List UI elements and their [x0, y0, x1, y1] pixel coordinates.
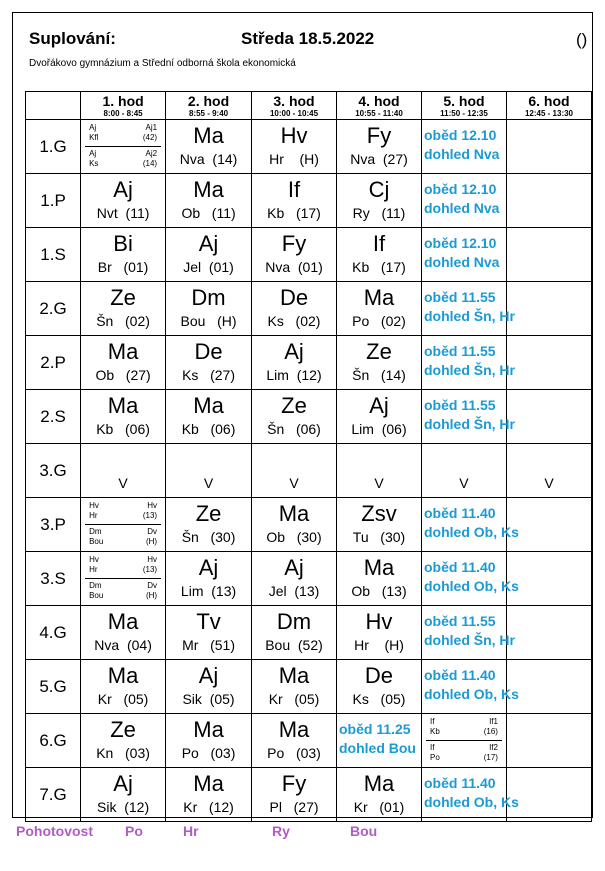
lesson-cell: [81, 174, 166, 228]
split-divider: [85, 146, 161, 147]
subject: Dm: [191, 285, 226, 310]
subject: Ma: [278, 501, 310, 526]
group-room: (42): [142, 133, 158, 142]
lesson-cell: [252, 714, 337, 768]
lesson-cell: [337, 552, 422, 606]
empty-cell: [506, 714, 591, 768]
teacher-room: Kn (03): [96, 745, 150, 761]
lunch-supervisor: dohled Nva: [423, 200, 500, 216]
table-row: [26, 282, 592, 336]
lunch-supervisor: dohled Ob, Ks: [423, 794, 519, 810]
group-name: Dv: [147, 527, 158, 536]
period-header: 2. hod 8:55 - 9:40: [166, 92, 252, 120]
teacher-room: Šn (02): [96, 313, 150, 329]
group-name: Aj2: [145, 149, 158, 158]
subject: Aj: [198, 231, 219, 256]
class-label: 5.G: [26, 660, 81, 714]
class-label: 1.G: [26, 120, 81, 174]
lunch-supervisor: dohled Šn, Hr: [423, 308, 515, 324]
lunch-cell: [421, 390, 515, 444]
lunch-time: oběd 12.10: [423, 127, 497, 143]
lunch-time: oběd 11.40: [423, 559, 496, 575]
subject: Aj: [198, 663, 219, 688]
lunch-time: oběd 11.40: [423, 667, 496, 683]
standby-teacher: Ry: [272, 823, 290, 839]
teacher-room: Kr (12): [183, 799, 234, 815]
group-room: (H): [145, 537, 158, 546]
group-name: Hv: [147, 555, 158, 564]
teacher-room: Kr (05): [97, 691, 149, 707]
split-divider: [85, 578, 161, 579]
lesson-cell: [166, 498, 252, 552]
teacher-room: Po (03): [267, 745, 321, 761]
class-label: 6.G: [26, 714, 81, 768]
teacher-room: Jel (13): [268, 583, 320, 599]
group-teacher: Bou: [89, 591, 104, 600]
teacher-room: Bou (52): [265, 637, 323, 653]
table-row: [26, 444, 592, 498]
header-row: [26, 92, 592, 120]
subject: De: [194, 339, 223, 364]
teacher-room: Po (03): [181, 745, 236, 761]
subject: Ze: [281, 393, 307, 418]
lunch-note: [424, 396, 556, 434]
lunch-cell: [421, 174, 506, 228]
header-paren: (): [576, 30, 588, 49]
class-label: 2.P: [26, 336, 81, 390]
subject: Fy: [366, 123, 392, 148]
group-subject: If: [429, 717, 435, 726]
group-subject: Dm: [89, 581, 102, 590]
lesson-cell: [337, 498, 422, 552]
table-row: [26, 120, 592, 174]
group-room: (17): [483, 753, 498, 762]
teacher-room: Ob (27): [95, 367, 151, 383]
teacher-room: Lim (13): [180, 583, 237, 599]
lunch-time: oběd 11.40: [423, 505, 496, 521]
lunch-note: [424, 288, 556, 326]
lunch-time: oběd 11.55: [423, 613, 496, 629]
group-teacher: Bou: [89, 537, 104, 546]
subject: Ma: [193, 123, 224, 148]
lesson-cell: [337, 120, 422, 174]
lunch-note: [339, 720, 471, 758]
lunch-time: oběd 12.10: [423, 235, 497, 251]
subject: If: [372, 231, 386, 256]
subject: Ma: [107, 609, 139, 634]
lesson-cell: [166, 228, 252, 282]
lesson-cell: [81, 606, 166, 660]
teacher-room: Ks (05): [352, 691, 406, 707]
group-name: Hv: [147, 501, 158, 510]
lunch-time: oběd 12.10: [423, 181, 497, 197]
lunch-note: [424, 180, 556, 218]
class-label: 3.S: [26, 552, 81, 606]
subject: Ma: [107, 339, 139, 364]
table-body: [26, 120, 592, 822]
period-header: 6. hod 12:45 - 13:30: [506, 92, 591, 120]
lesson-cell: [337, 660, 422, 714]
lesson-cell: [252, 768, 337, 822]
lesson-cell: [81, 714, 166, 768]
table-row: [26, 498, 592, 552]
group-name: Dv: [147, 581, 158, 590]
lesson-cell: [337, 768, 422, 822]
teacher-room: Ob (13): [351, 583, 407, 599]
subject: Aj: [113, 177, 133, 202]
teacher-room: Ob (30): [266, 529, 322, 545]
lesson-cell: [166, 120, 252, 174]
lunch-supervisor: dohled Nva: [423, 146, 500, 162]
lesson-cell: [166, 552, 252, 606]
lunch-supervisor: dohled Nva: [423, 254, 500, 270]
lesson-cell: [81, 660, 166, 714]
lesson-cell: [337, 282, 422, 336]
teacher-room: Šn (30): [181, 529, 236, 545]
group-subject: Hv: [89, 555, 99, 564]
lesson-cell: [337, 336, 422, 390]
subject: Hv: [280, 123, 308, 148]
lunch-supervisor: dohled Šn, Hr: [423, 362, 515, 378]
split-divider: [85, 524, 161, 525]
lunch-cell: [421, 606, 515, 660]
group-room: (16): [483, 727, 498, 736]
teacher-room: Lim (12): [266, 367, 322, 383]
subject: De: [364, 663, 394, 688]
teacher-room: Kb (06): [96, 421, 150, 437]
subject: Bi: [113, 231, 133, 256]
teacher-room: Hr (H): [354, 637, 404, 653]
lunch-cell: [421, 282, 515, 336]
teacher-room: Bou (H): [180, 313, 237, 329]
lesson-cell: [252, 606, 337, 660]
lunch-supervisor: dohled Šn, Hr: [423, 632, 515, 648]
lesson-cell: [81, 390, 166, 444]
teacher-room: Lim (06): [351, 421, 407, 437]
free-cell: [337, 444, 422, 498]
lunch-note: [424, 558, 556, 596]
timetable-sheet: [12, 12, 593, 818]
group-teacher: Kb: [429, 727, 440, 736]
table-row: [26, 552, 592, 606]
lunch-supervisor: dohled Ob, Ks: [423, 524, 519, 540]
class-label: 7.G: [26, 768, 81, 822]
teacher-room: Kr (01): [353, 799, 405, 815]
subject: Fy: [281, 231, 307, 256]
lunch-time: oběd 11.55: [423, 289, 496, 305]
lesson-cell: [166, 714, 252, 768]
table-row: [26, 606, 592, 660]
lunch-cell: [421, 660, 519, 714]
lunch-time: oběd 11.55: [423, 343, 496, 359]
lunch-note: [424, 774, 556, 812]
group-room: (14): [142, 159, 158, 168]
free-mark: V: [118, 475, 128, 491]
lunch-note: [424, 666, 556, 704]
teacher-room: Nva (01): [265, 259, 323, 275]
table-row: [26, 768, 592, 822]
teacher-room: Nva (14): [179, 151, 238, 167]
table-row: [26, 228, 592, 282]
class-label: 2.S: [26, 390, 81, 444]
subject: Fy: [281, 771, 307, 796]
standby-teacher: Po: [125, 823, 143, 839]
lunch-supervisor: dohled Ob, Ks: [423, 686, 519, 702]
free-cell: [252, 444, 337, 498]
lunch-note: [424, 234, 556, 272]
standby-teacher: Hr: [183, 823, 199, 839]
free-mark: V: [203, 475, 214, 491]
lesson-cell: [166, 606, 252, 660]
lunch-note: [424, 342, 556, 380]
lunch-supervisor: dohled Šn, Hr: [423, 416, 515, 432]
table-row: [26, 660, 592, 714]
teacher-room: Kb (17): [352, 259, 406, 275]
lunch-supervisor: dohled Ob, Ks: [423, 578, 519, 594]
lesson-cell: [252, 498, 337, 552]
split-lesson-cell: [81, 120, 166, 174]
subject: Ma: [107, 663, 139, 688]
lesson-cell: [166, 660, 252, 714]
group-name: Aj1: [145, 123, 158, 132]
lunch-note: [424, 612, 556, 650]
group-teacher: Hr: [89, 565, 98, 574]
lunch-cell: [421, 228, 506, 282]
lesson-cell: [166, 768, 252, 822]
subject: Cj: [368, 177, 390, 202]
subject: Aj: [284, 555, 304, 580]
lesson-cell: [252, 660, 337, 714]
group-subject: Aj: [89, 123, 97, 132]
subject: Ma: [193, 393, 224, 418]
lunch-cell: [421, 498, 519, 552]
subject: Ma: [278, 663, 310, 688]
teacher-room: Nvt (11): [96, 205, 150, 221]
group-room: (13): [142, 511, 158, 520]
lesson-cell: [252, 282, 337, 336]
group-subject: Hv: [89, 501, 99, 510]
lesson-cell: [81, 336, 166, 390]
lunch-time: oběd 11.25: [339, 721, 411, 737]
subject: Ze: [110, 285, 136, 310]
corner-cell: [26, 92, 81, 120]
group-teacher: Kfl: [89, 133, 99, 142]
subject: Ma: [193, 717, 224, 742]
free-cell: [81, 444, 166, 498]
free-mark: V: [374, 475, 384, 491]
lunch-note: [424, 504, 556, 542]
split-lesson-cell: [81, 498, 166, 552]
subject: Aj: [284, 339, 304, 364]
subject: Dm: [276, 609, 312, 634]
date-heading: Středa 18.5.2022: [241, 29, 375, 48]
subject: De: [279, 285, 309, 310]
period-header: 1. hod 8:00 - 8:45: [81, 92, 166, 120]
table-row: [26, 390, 592, 444]
lunch-cell: [421, 336, 515, 390]
group-subject: If: [429, 743, 435, 752]
teacher-room: Sik (05): [182, 691, 235, 707]
subject: Ma: [363, 771, 395, 796]
subject: Ma: [363, 555, 395, 580]
subject: Ze: [195, 501, 222, 526]
teacher-room: Mr (51): [182, 637, 235, 653]
teacher-room: Šn (06): [267, 421, 321, 437]
group-teacher: Ks: [89, 159, 99, 168]
lunch-cell: [421, 552, 519, 606]
lesson-cell: [166, 282, 252, 336]
group-name: If2: [489, 743, 498, 752]
teacher-room: Pl (27): [269, 799, 319, 815]
class-label: 1.P: [26, 174, 81, 228]
subject: Ma: [278, 717, 310, 742]
subject: Ze: [110, 717, 136, 742]
group-teacher: Hr: [89, 511, 98, 520]
group-room: (13): [142, 565, 158, 574]
standby-teacher: Bou: [350, 823, 378, 839]
free-mark: V: [459, 475, 469, 491]
teacher-room: Kr (05): [268, 691, 320, 707]
teacher-room: Br (01): [97, 259, 149, 275]
teacher-room: Šn (14): [352, 367, 406, 383]
lesson-cell: [337, 606, 422, 660]
free-cell: [166, 444, 252, 498]
period-header: 3. hod 10:00 - 10:45: [252, 92, 337, 120]
subject: If: [287, 177, 301, 202]
page-title: Suplování:: [29, 29, 116, 48]
lesson-cell: [252, 228, 337, 282]
lesson-cell: [337, 390, 422, 444]
lesson-cell: [252, 336, 337, 390]
subject: Ma: [107, 393, 139, 418]
teacher-room: Nva (04): [94, 637, 152, 653]
subject: Hv: [365, 609, 393, 634]
teacher-room: Po (02): [352, 313, 406, 329]
teacher-room: Ob (11): [181, 205, 236, 221]
lesson-cell: [166, 336, 252, 390]
period-header: 4. hod 10:55 - 11:40: [337, 92, 422, 120]
subject: Tv: [196, 609, 221, 634]
teacher-room: Jel (01): [183, 259, 234, 275]
subject: Ma: [193, 177, 224, 202]
class-label: 1.S: [26, 228, 81, 282]
teacher-room: Kb (06): [181, 421, 236, 437]
lunch-cell: [337, 714, 422, 768]
lesson-cell: [81, 282, 166, 336]
subject: Aj: [369, 393, 389, 418]
class-label: 3.P: [26, 498, 81, 552]
lesson-cell: [166, 174, 252, 228]
lesson-cell: [337, 174, 422, 228]
lesson-cell: [166, 390, 252, 444]
split-lesson-cell: [81, 552, 166, 606]
substitution-table: [25, 91, 592, 822]
lesson-cell: [337, 228, 422, 282]
class-label: 3.G: [26, 444, 81, 498]
teacher-room: Hr (H): [269, 151, 319, 167]
group-subject: Dm: [89, 527, 102, 536]
subject: Ma: [363, 285, 395, 310]
lesson-cell: [252, 552, 337, 606]
lesson-cell: [252, 174, 337, 228]
subject: Ma: [193, 771, 224, 796]
lesson-cell: [81, 768, 166, 822]
subject: Aj: [198, 555, 219, 580]
teacher-room: Nva (27): [350, 151, 408, 167]
group-subject: Aj: [89, 149, 97, 158]
lesson-cell: [81, 228, 166, 282]
teacher-room: Ks (02): [267, 313, 321, 329]
free-cell: [506, 444, 591, 498]
table-row: [26, 714, 592, 768]
group-name: If1: [489, 717, 498, 726]
table-row: [26, 336, 592, 390]
lunch-time: oběd 11.40: [423, 775, 496, 791]
table-row: [26, 174, 592, 228]
free-mark: V: [289, 475, 299, 491]
teacher-room: Sik (12): [97, 799, 150, 815]
lunch-time: oběd 11.55: [423, 397, 496, 413]
teacher-room: Tu (30): [352, 529, 406, 545]
lunch-cell: [421, 120, 506, 174]
subject: Aj: [113, 771, 133, 796]
lesson-cell: [252, 390, 337, 444]
teacher-room: Ks (27): [182, 367, 235, 383]
lunch-note: [424, 126, 556, 164]
school-name: Dvořákovo gymnázium a Střední odborná škola ekonomická: [29, 58, 296, 69]
class-label: 2.G: [26, 282, 81, 336]
group-room: (H): [145, 591, 158, 600]
subject: Zsv: [361, 501, 397, 526]
free-cell: [421, 444, 506, 498]
group-teacher: Po: [429, 753, 440, 762]
teacher-room: Kb (17): [267, 205, 321, 221]
teacher-room: Ry (11): [352, 205, 406, 221]
lesson-cell: [252, 120, 337, 174]
class-label: 4.G: [26, 606, 81, 660]
period-header: 5. hod 11:50 - 12:35: [421, 92, 506, 120]
free-mark: V: [544, 475, 554, 491]
lunch-cell: [421, 768, 519, 822]
standby-label: Pohotovost: [16, 823, 93, 839]
lunch-supervisor: dohled Bou: [339, 740, 416, 756]
subject: Ze: [366, 339, 392, 364]
